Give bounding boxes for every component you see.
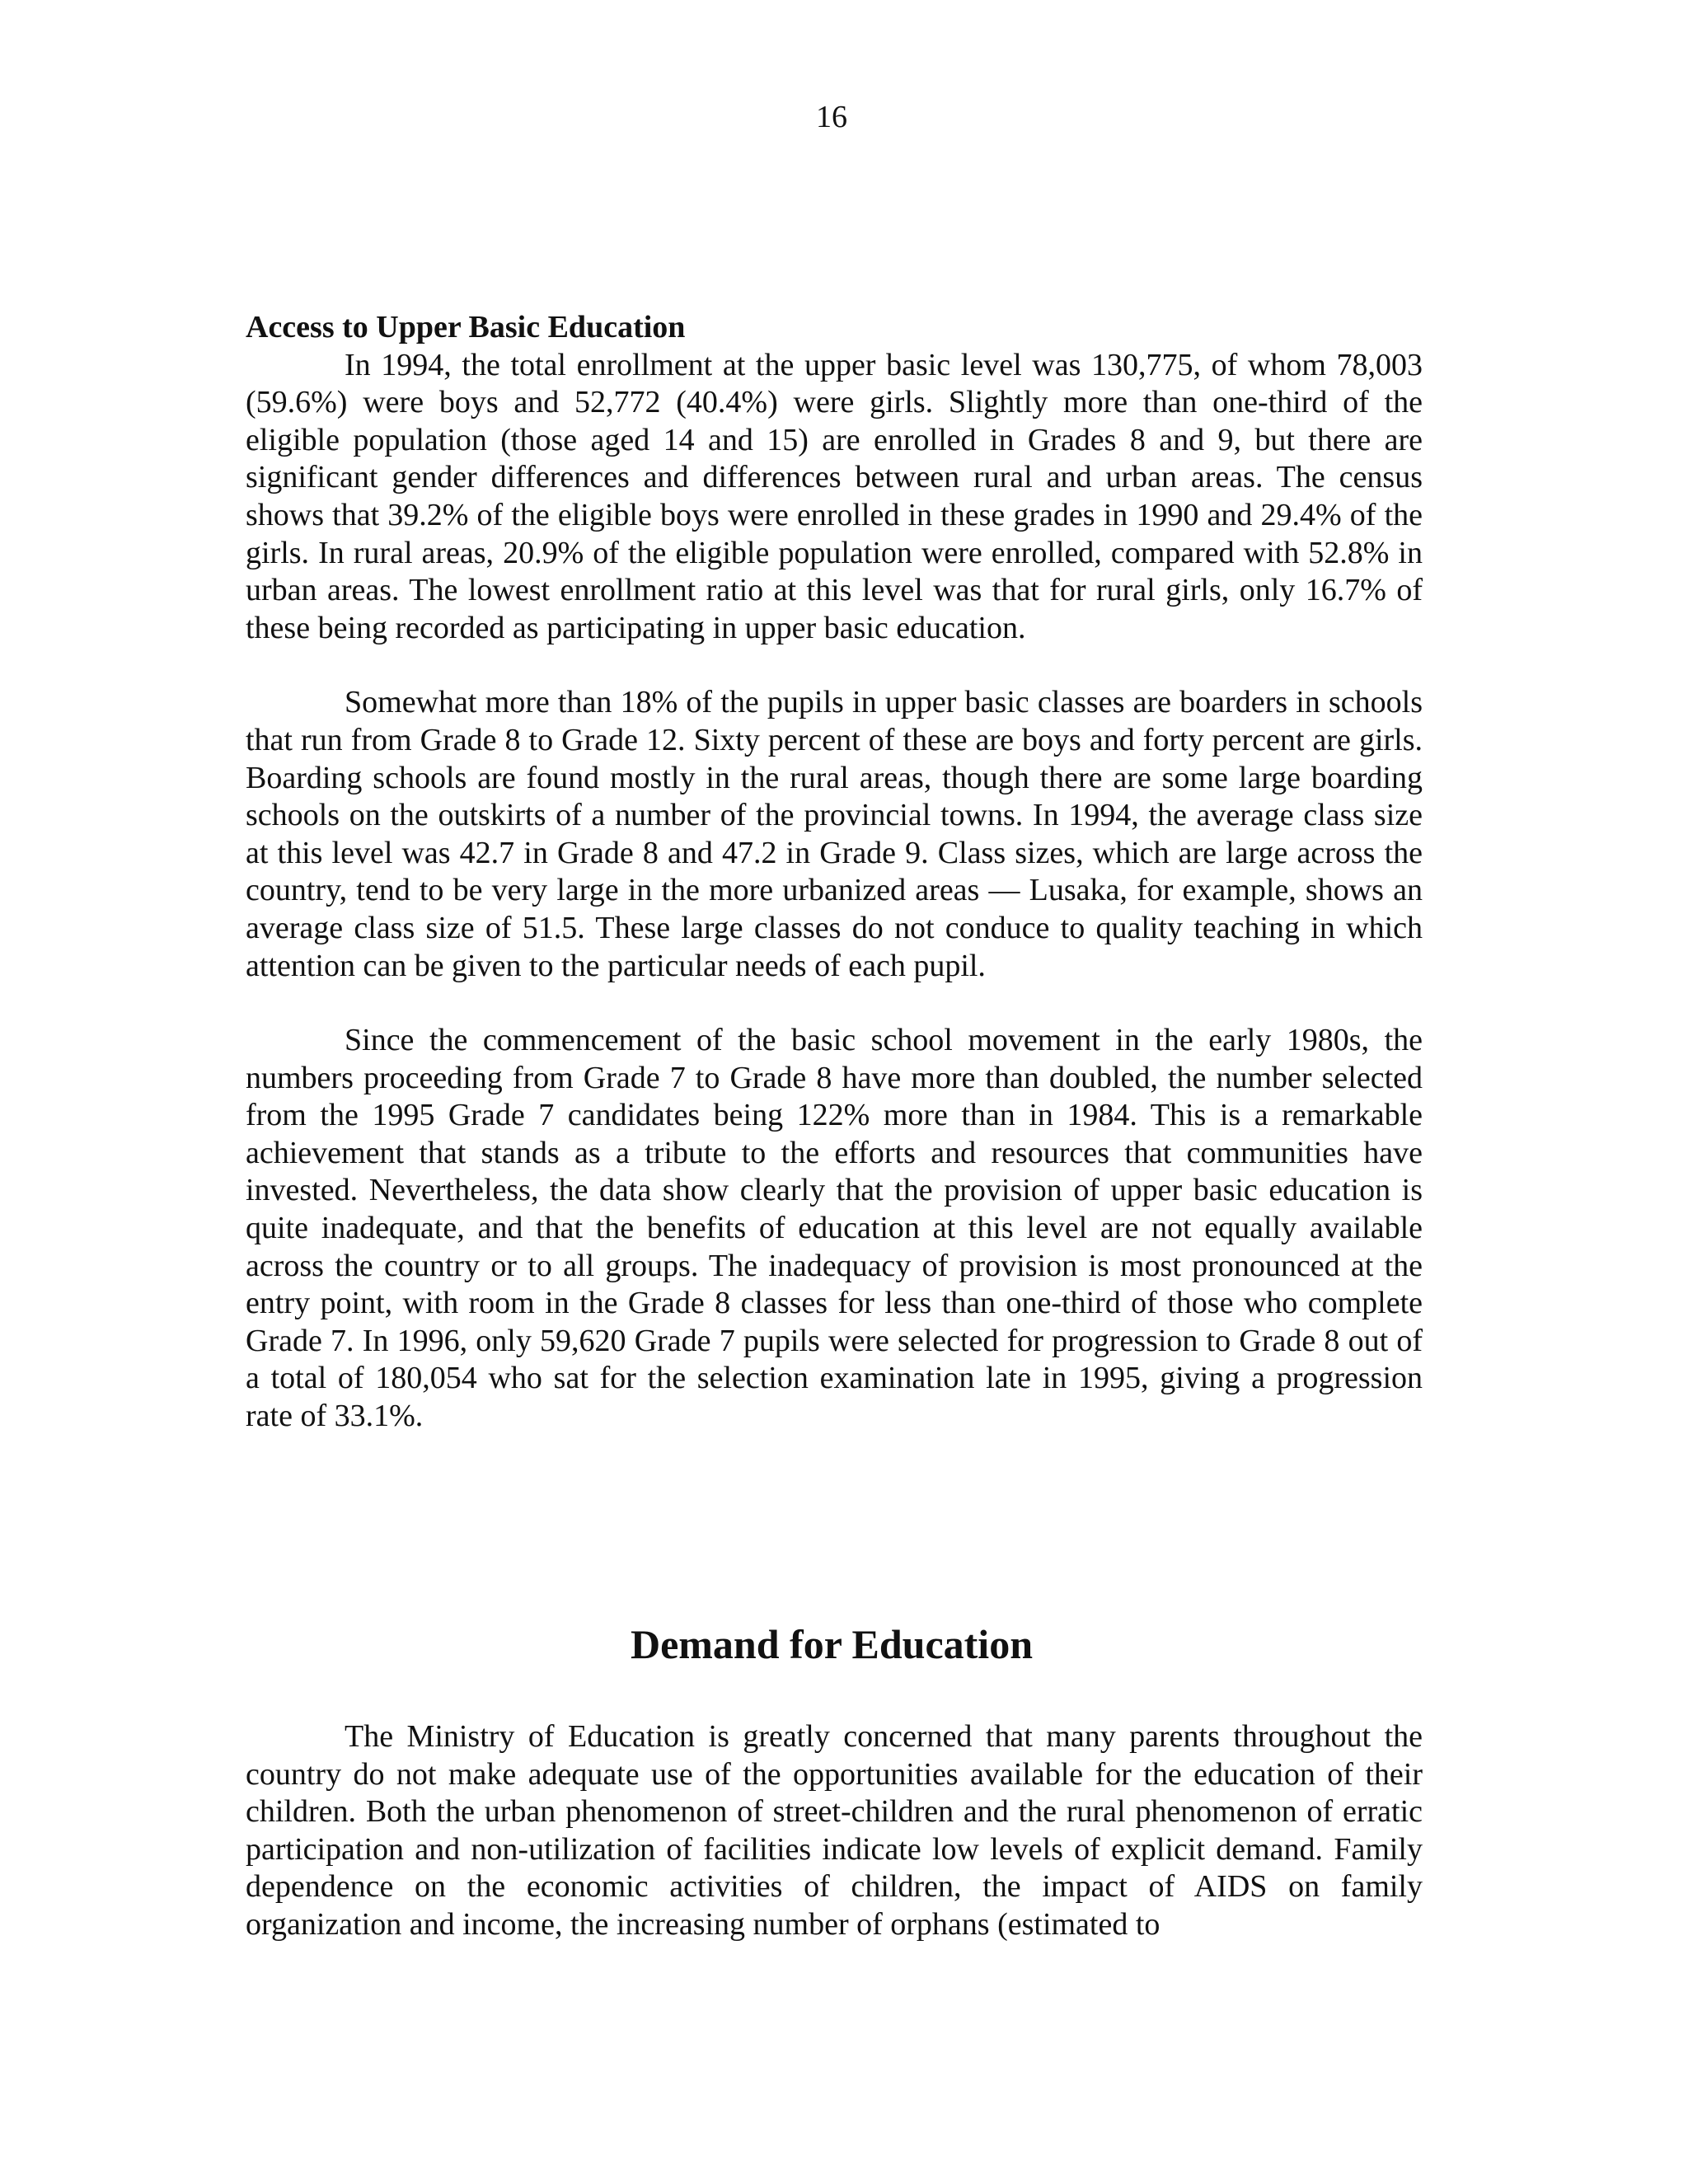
access-heading: Access to Upper Basic Education <box>246 310 686 344</box>
access-paragraph-2: Somewhat more than 18% of the pupils in upper basic classes are boarders in schools that run from Grade 8 to Grade 12. Sixty percent of these are boys and forty percent are girls. Boarding schools are found mostly in the rural areas, though there are some large boarding schools on the outskirts of a number of the provincial towns. In 1994, the average class size at this level was 42.7 in Grade 8 and 47.2 in Grade 9. Class sizes, which are large across the country, tend to be very large in the more urbanized areas — Lusaka, for example, shows an average class size of 51.5. These large classes do not conduce to quality teaching in which attention can be given to the particular needs of each pupil. <box>246 685 1423 983</box>
demand-paragraph-1: The Ministry of Education is greatly concerned that many parents throughout the country do not make adequate use of the opportunities available for the education of their children. Both the urban phenomenon of street-children and the rural phenomenon of erratic participation and non-utilization of facilities indicate low levels of explicit demand. Family dependence on the economic activities of children, the impact of AIDS on family organization and income, the increasing number of orphans (estimated to <box>246 1719 1423 1942</box>
access-paragraph-1: In 1994, the total enrollment at the upper basic level was 130,775, of whom 78,003 (59.6%) were boys and 52,772 (40.4%) were girls. Slightly more than one-third of the eligible population (those aged 14 and 15) are enrolled in Grades 8 and 9, but there are significant gender differences and differences between rural and urban areas. The census shows that 39.2% of the eligible boys were enrolled in these grades in 1990 and 29.4% of the girls. In rural areas, 20.9% of the eligible population were enrolled, compared with 52.8% in urban areas. The lowest enrollment ratio at this level was that for rural girls, only 16.7% of these being recorded as participating in upper basic education. <box>246 347 1423 645</box>
demand-section-title: Demand for Education <box>630 1621 1033 1667</box>
access-section <box>246 309 1423 1436</box>
page-number: 16 <box>816 100 847 134</box>
access-paragraph-3: Since the commencement of the basic school movement in the early 1980s, the numbers proceeding from Grade 7 to Grade 8 have more than doubled, the number selected from the 1995 Grade 7 candidates being 122% more than in 1984. This is a remarkable achievement that stands as a tribute to the efforts and resources that communities have invested. Nevertheless, the data show clearly that the provision of upper basic education is quite inadequate, and that the benefits of education at this level are not equally available across the country or to all groups. The inadequacy of provision is most pronounced at the entry point, with room in the Grade 8 classes for less than one-third of those who complete Grade 7. In 1996, only 59,620 Grade 7 pupils were selected for progression to Grade 8 out of a total of 180,054 who sat for the selection examination late in 1995, giving a progression rate of 33.1%. <box>246 1023 1423 1434</box>
demand-section <box>246 1718 1423 1944</box>
